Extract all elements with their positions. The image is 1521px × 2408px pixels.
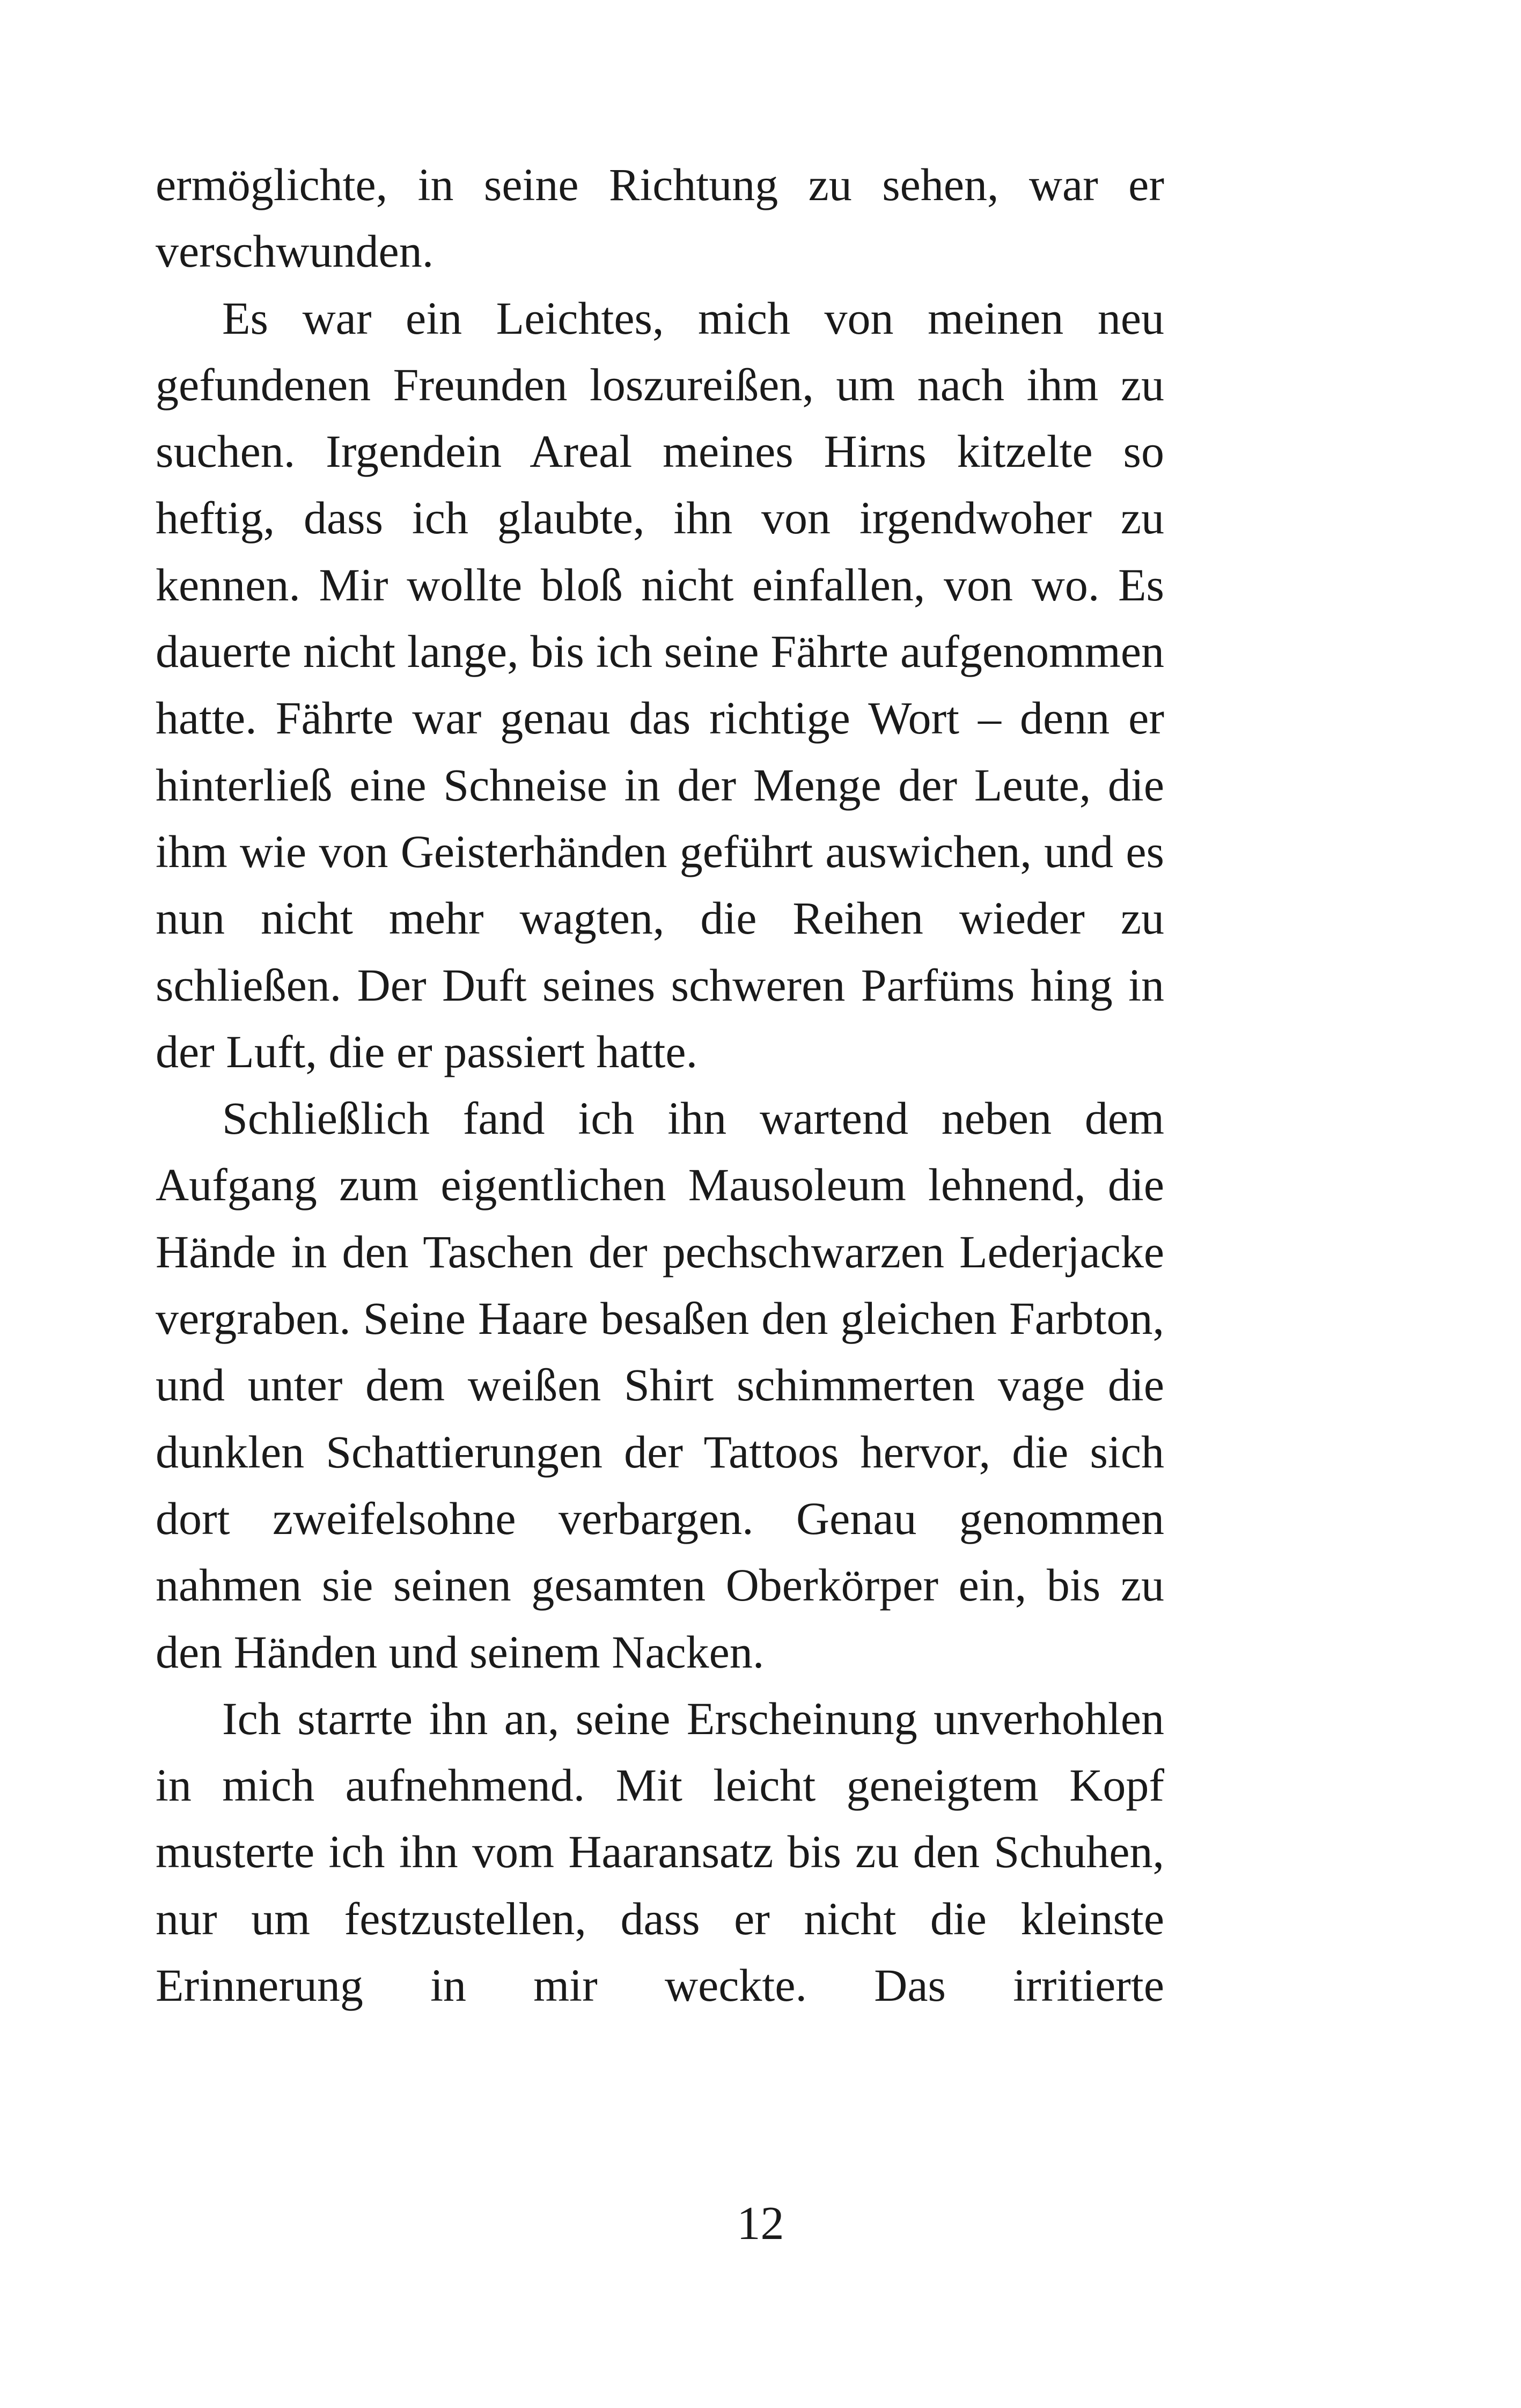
paragraph-2: Es war ein Leichtes, mich von meinen neu gefundenen Freunden loszureißen, um nach ihm zu suchen. Irgendein Areal meines Hirns kitzelte so heftig, dass ich glaubte, ihn von irgendwoher zu kennen. Mir wollte bloß nicht einfallen, von wo. Es dauerte nicht lange, bis ich seine Fährte aufgenommen hatte. Fährte war genau das richtige Wort – denn er hinterließ eine Schneise in der Menge der Leute, die ihm wie von Geisterhänden geführt auswichen, und es nun nicht mehr wagten, die Reihen wieder zu schließen. Der Duft seines schweren Parfüms hing in der Luft, die er passiert hatte. (156, 292, 1164, 1077)
paragraph-1: ermöglichte, in seine Richtung zu sehen, war er verschwunden. (156, 159, 1164, 277)
paragraph-3: Schließlich fand ich ihn wartend neben dem Aufgang zum eigentlichen Mausoleum lehnend, die Hände in den Taschen der pechschwarzen Lederjacke vergraben. Seine Haare besaßen den gleichen Farbton, und unter dem weißen Shirt schimmerten vage die dunklen Schattierungen der Tattoos hervor, die sich dort zweifelsohne verbargen. Genau genommen nahmen sie seinen gesamten Oberkörper ein, bis zu den Händen und seinem Nacken. (156, 1092, 1164, 1678)
paragraph-4: Ich starrte ihn an, seine Erscheinung unverhohlen in mich aufnehmend. Mit leicht geneigtem Kopf musterte ich ihn vom Haaransatz bis zu den Schuhen, nur um festzustellen, dass er nicht die kleinste Erinnerung in mir weckte. Das irritierte (156, 1692, 1164, 2011)
body-text (156, 151, 1164, 2018)
page-number: 12 (737, 2198, 784, 2250)
